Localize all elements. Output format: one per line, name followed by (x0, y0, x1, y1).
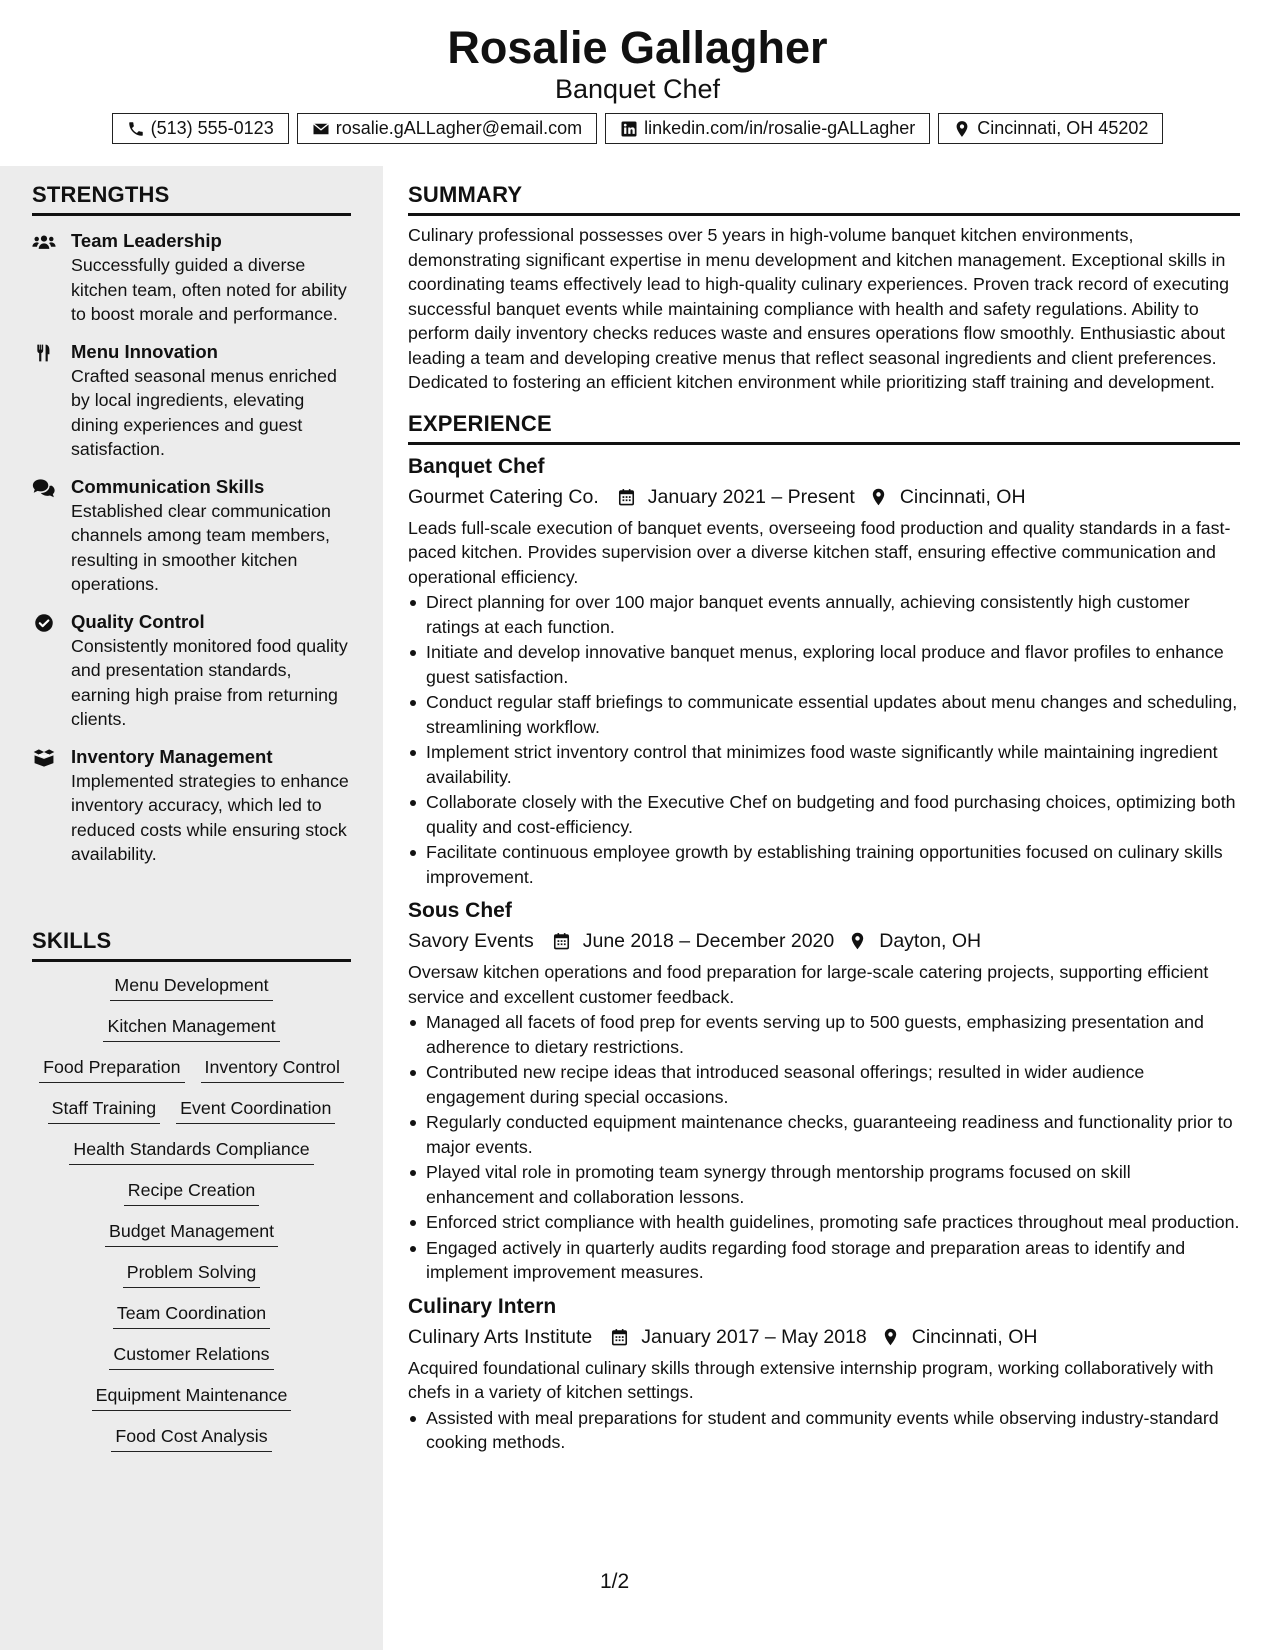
job-bullets (408, 590, 1240, 889)
skill-tag: Food Cost Analysis (111, 1424, 271, 1452)
job-meta (408, 927, 1240, 955)
strength-item (32, 745, 351, 867)
map-pin-icon (953, 120, 971, 138)
skill-tag: Health Standards Compliance (69, 1137, 313, 1165)
skill-tag: Food Preparation (39, 1055, 184, 1083)
main-column (408, 166, 1240, 1456)
bullet-item: Enforced strict compliance with health guidelines, promoting safe practices throughout meal production. (408, 1210, 1240, 1235)
job-company: Culinary Arts Institute (408, 1325, 593, 1348)
experience-section (408, 411, 1240, 1455)
bullet-item: Initiate and develop innovative banquet menus, exploring local produce and flavor profiles to enhance guest satisfaction. (408, 640, 1240, 689)
skill-tag: Equipment Maintenance (92, 1383, 292, 1411)
strength-title: Menu Innovation (71, 340, 218, 362)
job-company: Savory Events (408, 930, 534, 952)
phone-icon (127, 120, 145, 138)
contact-location (938, 113, 1163, 144)
skill-tag: Staff Training (48, 1096, 160, 1124)
skill-list (32, 973, 351, 1452)
strength-item (32, 610, 351, 732)
job-location: Cincinnati, OH (911, 1325, 1038, 1348)
job-description: Acquired foundational culinary skills through extensive internship program, working collaboratively with chefs in a variety of kitchen settings. (408, 1357, 1214, 1402)
job-title: Banquet Chef (554, 74, 721, 104)
job-entry (408, 454, 1240, 890)
calendar-icon (552, 931, 571, 951)
contact-phone (112, 113, 289, 144)
contact-bar (0, 113, 1275, 144)
bullet-item: Managed all facets of food prep for events serving up to 500 guests, emphasizing presentation and adherence to dietary restrictions. (408, 1010, 1240, 1059)
strength-desc: Implemented strategies to enhance inventory accuracy, which led to reduced costs while ensuring stock availability. (71, 770, 349, 864)
contact-email[interactable] (297, 113, 597, 144)
job-meta (408, 1323, 1240, 1351)
comments-icon (32, 478, 56, 498)
resume-header (0, 0, 1275, 166)
strength-item (32, 229, 351, 327)
skills-heading: SKILLS (32, 928, 351, 962)
linkedin-icon (620, 120, 638, 138)
envelope-icon (312, 120, 330, 138)
strength-desc: Successfully guided a diverse kitchen team, often noted for ability to boost morale and performance. (71, 255, 347, 324)
skills-section (32, 928, 351, 1452)
calendar-icon (610, 1327, 629, 1347)
skill-tag: Team Coordination (113, 1301, 270, 1329)
strength-desc: Consistently monitored food quality and presentation standards, earning high praise from returning clients. (71, 635, 348, 729)
utensils-icon (32, 343, 56, 363)
skill-tag: Inventory Control (201, 1055, 344, 1083)
job-bullets (408, 1406, 1240, 1455)
skill-tag: Recipe Creation (124, 1178, 260, 1206)
job-location: Cincinnati, OH (899, 485, 1026, 508)
map-pin-icon (881, 1327, 900, 1347)
candidate-name: Rosalie Gallagher (447, 22, 828, 73)
summary-text: Culinary professional possesses over 5 years in high-volume banquet kitchen environments, demonstrating significant expertise in menu development and kitchen management. Exceptional skills in coordinating teams effectively lead to high-quality culinary experiences. Proven track record of executing successful banquet events while maintaining compliance with health and safety regulations. Ability to perform daily inventory checks reduces waste and ensures operations flow smoothly. Enthusiastic about leading a team and developing creative menus that reflect seasonal ingredients and client preferences. Dedicated to fostering an efficient kitchen environment while prioritizing staff training and development. (408, 225, 1230, 392)
job-dates: June 2018 – December 2020 (582, 930, 835, 952)
bullet-item: Facilitate continuous employee growth by establishing training opportunities focused on culinary skills improvement. (408, 840, 1240, 889)
map-pin-icon (869, 487, 888, 507)
bullet-item: Engaged actively in quarterly audits regarding food storage and preparation areas to identify and implement improvement measures. (408, 1236, 1240, 1285)
job-position: Sous Chef (408, 899, 512, 922)
bullet-item: Conduct regular staff briefings to communicate essential updates about menu changes and scheduling, streamlining workflow. (408, 690, 1240, 739)
bullet-item: Direct planning for over 100 major banquet events annually, achieving consistently high customer ratings at each function. (408, 590, 1240, 639)
bullet-item: Assisted with meal preparations for student and community events while observing industry-standard cooking methods. (408, 1406, 1240, 1455)
job-position: Culinary Intern (408, 1294, 557, 1318)
strength-title: Communication Skills (71, 475, 265, 497)
job-position: Banquet Chef (408, 454, 545, 478)
job-meta (408, 483, 1240, 511)
strength-item (32, 340, 351, 462)
strength-title: Inventory Management (71, 745, 273, 767)
job-bullets (408, 1010, 1240, 1285)
strength-item (32, 475, 351, 597)
job-description: Oversaw kitchen operations and food preparation for large-scale catering projects, supporting efficient service and excellent customer feedback. (408, 962, 1209, 1007)
contact-linkedin[interactable] (605, 113, 930, 144)
map-pin-icon (848, 931, 867, 951)
page-number: 1/2 (600, 1570, 630, 1593)
sidebar (0, 166, 383, 1650)
skill-tag: Kitchen Management (103, 1014, 279, 1042)
phone-text: (513) 555-0123 (150, 118, 274, 138)
skill-tag: Menu Development (110, 973, 272, 1001)
bullet-item: Collaborate closely with the Executive Chef on budgeting and food purchasing choices, optimizing both quality and cost-efficiency. (408, 790, 1240, 839)
job-description: Leads full-scale execution of banquet events, overseeing food production and quality standards in a fast-paced kitchen. Provides supervision over a diverse kitchen staff, ensuring effective communication and operational efficiency. (408, 517, 1231, 587)
strength-title: Team Leadership (71, 230, 222, 251)
bullet-item: Played vital role in promoting team synergy through mentorship programs focused on skill enhancement and collaboration lessons. (408, 1160, 1240, 1209)
linkedin-text[interactable]: linkedin.com/in/rosalie-gALLagher (644, 118, 916, 138)
skill-tag: Problem Solving (123, 1260, 260, 1288)
email-text[interactable]: rosalie.gALLagher@email.com (335, 118, 583, 138)
job-location: Dayton, OH (879, 930, 982, 952)
job-company: Gourmet Catering Co. (408, 485, 599, 508)
job-entry (408, 1294, 1240, 1455)
calendar-icon (617, 487, 636, 507)
job-entry (408, 898, 1240, 1285)
experience-heading: EXPERIENCE (408, 411, 1240, 445)
strengths-section (32, 182, 351, 867)
bullet-item: Regularly conducted equipment maintenance checks, guaranteeing readiness and functionality prior to major events. (408, 1110, 1240, 1159)
skill-tag: Event Coordination (176, 1096, 335, 1124)
strength-desc: Established clear communication channels among team members, resulting in smoother kitchen operations. (71, 500, 331, 594)
users-icon (32, 232, 56, 252)
strengths-heading: STRENGTHS (32, 182, 351, 216)
job-dates: January 2021 – Present (647, 485, 855, 508)
skill-tag: Budget Management (105, 1219, 278, 1247)
bullet-item: Contributed new recipe ideas that introduced seasonal offerings; resulted in wider audience engagement during special occasions. (408, 1060, 1240, 1109)
summary-heading: SUMMARY (408, 182, 1240, 216)
skill-tag: Customer Relations (109, 1342, 273, 1370)
check-circle-icon (32, 613, 56, 633)
bullet-item: Implement strict inventory control that minimizes food waste significantly while maintaining ingredient availability. (408, 740, 1240, 789)
strength-title: Quality Control (71, 610, 205, 632)
location-text: Cincinnati, OH 45202 (977, 118, 1149, 138)
strength-desc: Crafted seasonal menus enriched by local ingredients, elevating dining experiences and guest satisfaction. (71, 365, 337, 459)
boxes-icon (32, 748, 56, 768)
summary-section (408, 182, 1240, 395)
job-dates: January 2017 – May 2018 (641, 1325, 867, 1348)
